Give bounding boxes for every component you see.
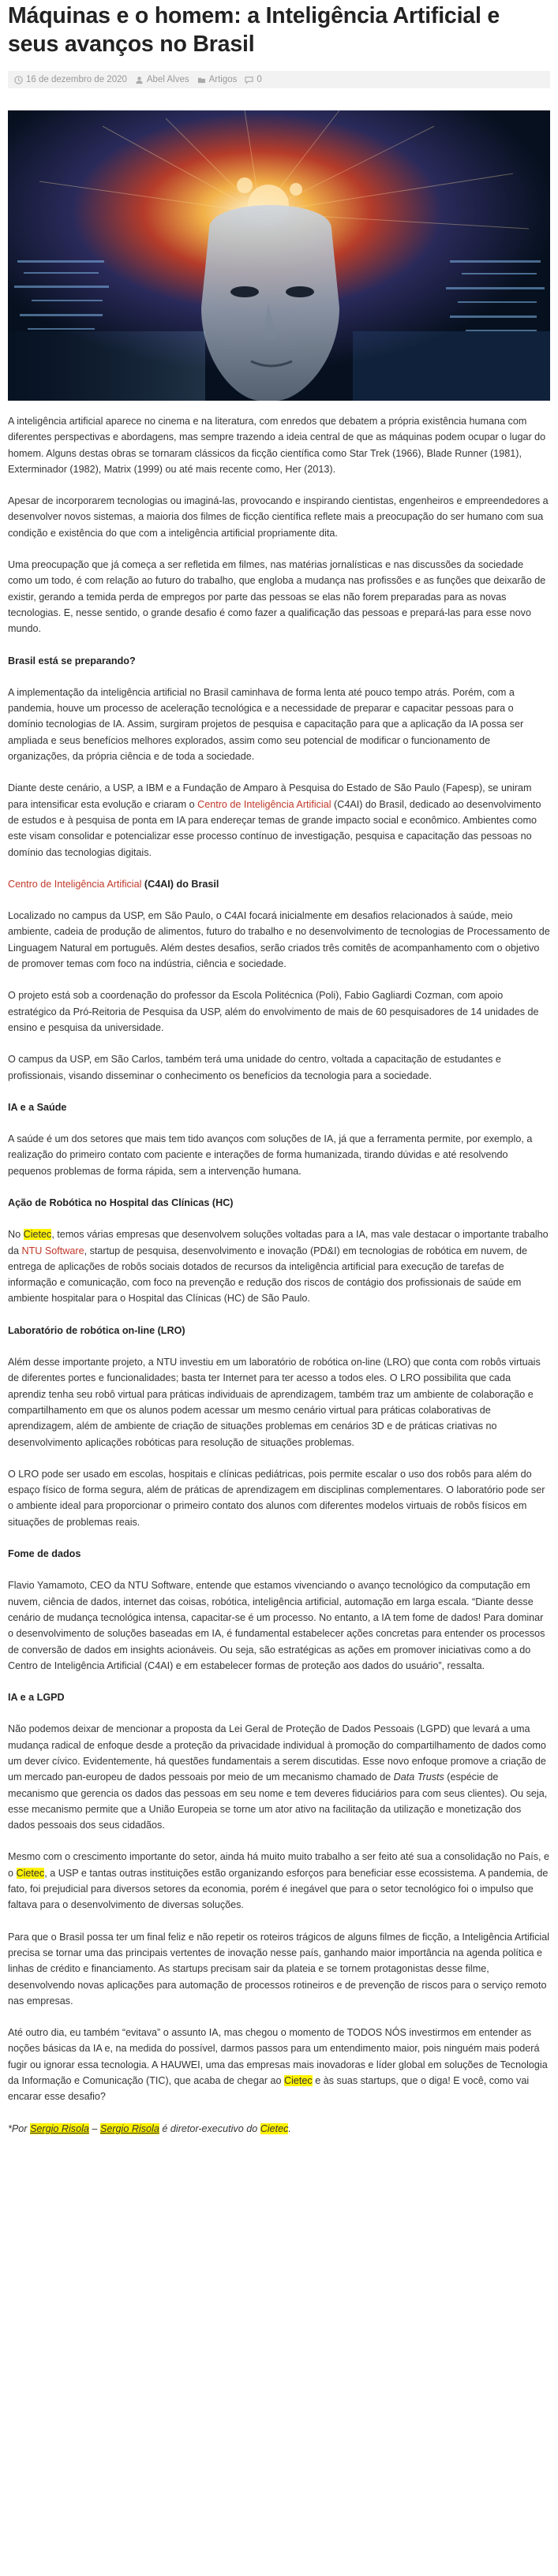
article-body bbox=[8, 413, 550, 2137]
cietec-highlight: Cietec bbox=[23, 1229, 52, 1241]
user-icon bbox=[135, 76, 144, 84]
paragraph: Uma preocupação que já começa a ser refletida em filmes, nas matérias jornalísticas e nas discussões da sociedade como um todo, é com relação ao futuro do trabalho, que engloba a mudança nas profissões e as funções que deixarão de existir, gerando a temida perda de empregos por parte das pessoas se elas não forem preparadas para as novas tecnologias. E, nesse sentido, o grande desafio é como fazer a qualificação das pessoas e prepará-las para esse novo mundo. bbox=[8, 559, 546, 635]
sig-dash: – bbox=[88, 2122, 100, 2134]
section-heading: IA e a LGPD bbox=[8, 1692, 65, 1704]
meta-category[interactable] bbox=[197, 75, 238, 84]
paragraph: Apesar de incorporarem tecnologias ou imaginá-las, provocando e inspirando cientistas, engenheiros e empreendedores a desenvolver novos sistemas, a maioria dos filmes de ficção científica reflete mais a preocupação do ser humano com sua condição e existência do que com a inteligência artificial propriamente dita. bbox=[8, 495, 549, 539]
folder-icon bbox=[197, 76, 206, 84]
paragraph bbox=[8, 1721, 550, 1833]
paragraph: A inteligência artificial aparece no cinema e na literatura, com enredos que debatem a própria existência humana com diferentes perspectivas e abordagens, mas sempre trazendo a ideia central de que as máquinas podem ocupar o lugar do homem. Alguns destas obras se tornaram clássicos da ficção científica como Star Trek (1966), Blade Runner (1981), Exterminador (1982), Matrix (1999) ou até mais recente como, Her (2013). bbox=[8, 416, 546, 475]
paragraph: A implementação da inteligência artificial no Brasil caminhava de forma lenta até pouco tempo atrás. Porém, com a pandemia, houve um processo de aceleração tecnológica e a necessidade de preparar e capacitar pessoas para o domínio tecnologias de IA. Assim, surgiram projetos de pesquisa e capacitação para que a aplicação da IA possa ser ampliada e seus benefícios melhores explorados, assim como seu potencial de modificar o funcionamento de organizações, da própria ciência e de toda a sociedade. bbox=[8, 686, 524, 763]
text-run: Diante deste cenário, a USP, a IBM e a Fundação de Amparo à Pesquisa do Estado de São Paulo (Fapesp), se uniram para intensificar esta evolução e criaram o bbox=[8, 782, 532, 810]
text-run: Até outro dia, eu também “evitava” o assunto IA, mas chegou o momento de TODOS NÓS investirmos em entender as noções básicas da IA e, na medida do possível, darmos passos para um entendimento maior, pois ninguém mais poderá fugir ou ignorar essa tecnologia. A HAUWEI, uma das empresas mais inovadoras e líder global em soluções de Tecnologia da Informação e Comunicação (TIC), que acaba de chegar ao bbox=[8, 2027, 548, 2087]
category-link[interactable]: Artigos bbox=[208, 75, 238, 84]
paragraph: Além desse importante projeto, a NTU investiu em um laboratório de robótica on-line (LRO) que conta com robôs virtuais de diferentes portes e funcionalidades; basta ter Internet para ter acesso a todos eles. O LRO possibilita que cada aprendiz tenha seu robô virtual para práticas individuais de aprendizagem, também traz um ambiente de colaboração e compartilhamento em que os alunos podem acessar um mesmo cenário virtual para práticas colaborativas de aprendizagem, além de ambiente de criação de situações problemas em cenários 3D e de práticas criativas no desenvolvimento aplicações robóticas para resolução de situações problemas. bbox=[8, 1357, 541, 1448]
clock-icon bbox=[14, 76, 23, 84]
paragraph bbox=[8, 2025, 550, 2104]
text-run: , temos várias empresas que desenvolvem soluções voltadas para a IA, mas vale destacar o importante trabalho da bbox=[8, 1229, 549, 1256]
meta-date bbox=[14, 75, 127, 84]
sig-mid: é diretor-executivo do bbox=[159, 2122, 260, 2134]
text-run: No bbox=[8, 1229, 24, 1241]
paragraph: O projeto está sob a coordenação do professor da Escola Politécnica (Poli), Fabio Gagliardi Cozman, com apoio estratégico da Pró-Reitoria de Pesquisa da USP, além do envolvimento de mais de 60 pesquisadores de 14 unidades de ensino e pesquisa da universidade. bbox=[8, 990, 539, 1033]
ntu-software-link[interactable]: NTU Software bbox=[21, 1245, 84, 1256]
paragraph: Localizado no campus da USP, em São Paulo, o C4AI focará inicialmente em desafios relacionados à saúde, meio ambiente, cadeia de produção de alimentos, futuro do trabalho e no desenvolvimento de tecnologias de Processamento de Linguagem Natural em português. Além destes desafios, serão criados três comitês de acompanhamento com o objetivo de promover temas com foco na indústria, ciência e sociedade. bbox=[8, 910, 550, 970]
author-name-link[interactable]: Sergio Risola bbox=[30, 2122, 89, 2134]
section-heading bbox=[8, 876, 550, 892]
c4ai-link[interactable]: Centro de Inteligência Artificial bbox=[197, 798, 331, 810]
text-run: (espécie de mecanismo que gerencia os dados das pessoas em seu nome e tem deveres fiduciários para com seus clientes). Ou seja, esse mecanismo permite que a União Europeia se torne um ator ativo na facilitação da utilização e monetização dos dados pessoais dos seus cidadãos. bbox=[8, 1771, 548, 1831]
text-run: , startup de pesquisa, desenvolvimento e inovação (PD&I) em tecnologias de robótica em nuvem, de entrega de aplicações de robôs sociais dotados de recursos da inteligência artificial para execução de tarefas de informação e comunicação, com foco na prevenção e redução dos riscos de contágio dos profissionais de saúde em ambiente hospitalar para o Hospital das Clínicas (HC) de São Paulo. bbox=[8, 1245, 528, 1305]
cietec-highlight: Cietec bbox=[16, 1867, 45, 1879]
paragraph: A saúde é um dos setores que mais tem tido avanços com soluções de IA, já que a ferramenta permite, por exemplo, a realização do primeiro contato com paciente e interações de forma humanizada, tirando dúvidas e até resolvendo pequenos problemas de forma rápida, sem a intervenção humana. bbox=[8, 1133, 533, 1177]
post-meta bbox=[8, 71, 550, 88]
text-run: Não podemos deixar de mencionar a proposta da Lei Geral de Proteção de Dados Pessoais (LGPD) que levará a uma mudança radical de enfoque desde a proteção da privacidade individual à promoção do compartilhamento de dados como um dever cívico. Evidentemente, há questões fundamentais a serem discutidas. Esse novo enfoque promove a criação de um mercado pan-europeu de dados pessoais por meio de um mecanismo chamado de bbox=[8, 1723, 546, 1783]
paragraph: O LRO pode ser usado em escolas, hospitais e clínicas pediátricas, pois permite escalar o uso dos robôs para além do espaço físico de forma segura, além de práticas de aprendizagem em disciplinas complementares. O laboratório pode ser o ambiente ideal para proporcionar o primeiro contato dos alunos com diferentes modelos virtuais de robôs físicos em situações de problemas reais. bbox=[8, 1468, 545, 1528]
sig-end: . bbox=[288, 2122, 291, 2134]
text-run: e às suas startups, que o diga! E você, como vai encarar esse desafio? bbox=[8, 2075, 530, 2103]
section-heading: Brasil está se preparando? bbox=[8, 655, 136, 666]
heading-text: (C4AI) do Brasil bbox=[141, 878, 219, 890]
paragraph: Para que o Brasil possa ter um final feliz e não repetir os roteiros trágicos de alguns filmes de ficção, a Inteligência Artificial precisa se tornar uma das principais vertentes de inovação nesse país, ganhando maior importância na agenda política e linhas de crédito e financiamento. As startups precisam sair da plateia e se tornem protagonistas desse filme, desenvolvendo novas aplicações para automação de processos rotineiros e de prevenção de riscos para o serviço remoto nas empresas. bbox=[8, 1931, 550, 2007]
paragraph bbox=[8, 1849, 550, 1913]
heading-c4ai-link[interactable]: Centro de Inteligência Artificial bbox=[8, 878, 142, 890]
comments-count[interactable]: 0 bbox=[257, 75, 262, 84]
paragraph bbox=[8, 1226, 550, 1306]
section-heading: Fome de dados bbox=[8, 1548, 81, 1560]
text-run: (C4AI) do Brasil, dedicado ao desenvolvimento de estudos e à pesquisa de ponta em IA para endereçar temas de grande impacto social e econômico. Ambientes como este visam consolidar e potencializar esse processo contínuo de investigação, pesquisa e capacitação das pessoas no domínio das tecnologias digitais. bbox=[8, 798, 541, 858]
paragraph: Flavio Yamamoto, CEO da NTU Software, entende que estamos vivenciando o avanço tecnológico da computação em nuvem, ciência de dados, internet das coisas, robótica, inteligência artificial, automação em larga escala. “Diante desse cenário de mudança tecnológica intensa, capacitar-se é um processo. No entanto, a IA tem fome de dados! Para dominar o desenvolvimento de soluções baseadas em IA, é fundamental estabelecer ações concretas para entender os processos de conversão de dados em insights acionáveis. Ou seja, são estratégicas as ações em promover iniciativas como a do Centro de Inteligência Artificial (C4AI) e em estabelecer formas de proteção aos dados do usuário”, ressalta. bbox=[8, 1580, 545, 1671]
paragraph: O campus da USP, em São Carlos, também terá uma unidade do centro, voltada a capacitação de estudantes e profissionais, visando disseminar o conhecimento os benefícios da tecnologia para a sociedade. bbox=[8, 1054, 501, 1081]
author-name-link[interactable]: Sergio Risola bbox=[99, 2122, 159, 2134]
meta-comments[interactable] bbox=[245, 75, 261, 84]
sig-prefix: *Por bbox=[8, 2122, 30, 2134]
text-run: Mesmo com o crescimento importante do setor, ainda há muito muito trabalho a ser feito até sua a consolidação no País, e o bbox=[8, 1851, 550, 1879]
cietec-highlight: Cietec bbox=[284, 2075, 313, 2087]
meta-author[interactable] bbox=[135, 75, 189, 84]
section-heading: Ação de Robótica no Hospital das Clínicas (HC) bbox=[8, 1197, 234, 1208]
author-signature bbox=[8, 2121, 550, 2137]
section-heading: IA e a Saúde bbox=[8, 1101, 67, 1113]
featured-image bbox=[8, 110, 550, 401]
article-title: Máquinas e o homem: a Inteligência Artificial e seus avanços no Brasil bbox=[8, 3, 500, 57]
paragraph bbox=[8, 780, 550, 860]
data-trusts-term: Data Trusts bbox=[393, 1771, 444, 1783]
author-link[interactable]: Abel Alves bbox=[146, 75, 189, 84]
comment-icon bbox=[245, 76, 253, 84]
date-text: 16 de dezembro de 2020 bbox=[26, 75, 127, 84]
section-heading: Laboratório de robótica on-line (LRO) bbox=[8, 1324, 185, 1336]
text-run: , a USP e tantas outras instituições estão organizando esforços para beneficiar esse ecossistema. A pandemia, de fato, foi prejudicial para diversos setores da economia, porém é inegável que para o setor tecnológico foi o impulso que faltava para o desenvolvimento de diversas soluções. bbox=[8, 1867, 549, 1911]
cietec-highlight: Cietec bbox=[260, 2122, 289, 2134]
